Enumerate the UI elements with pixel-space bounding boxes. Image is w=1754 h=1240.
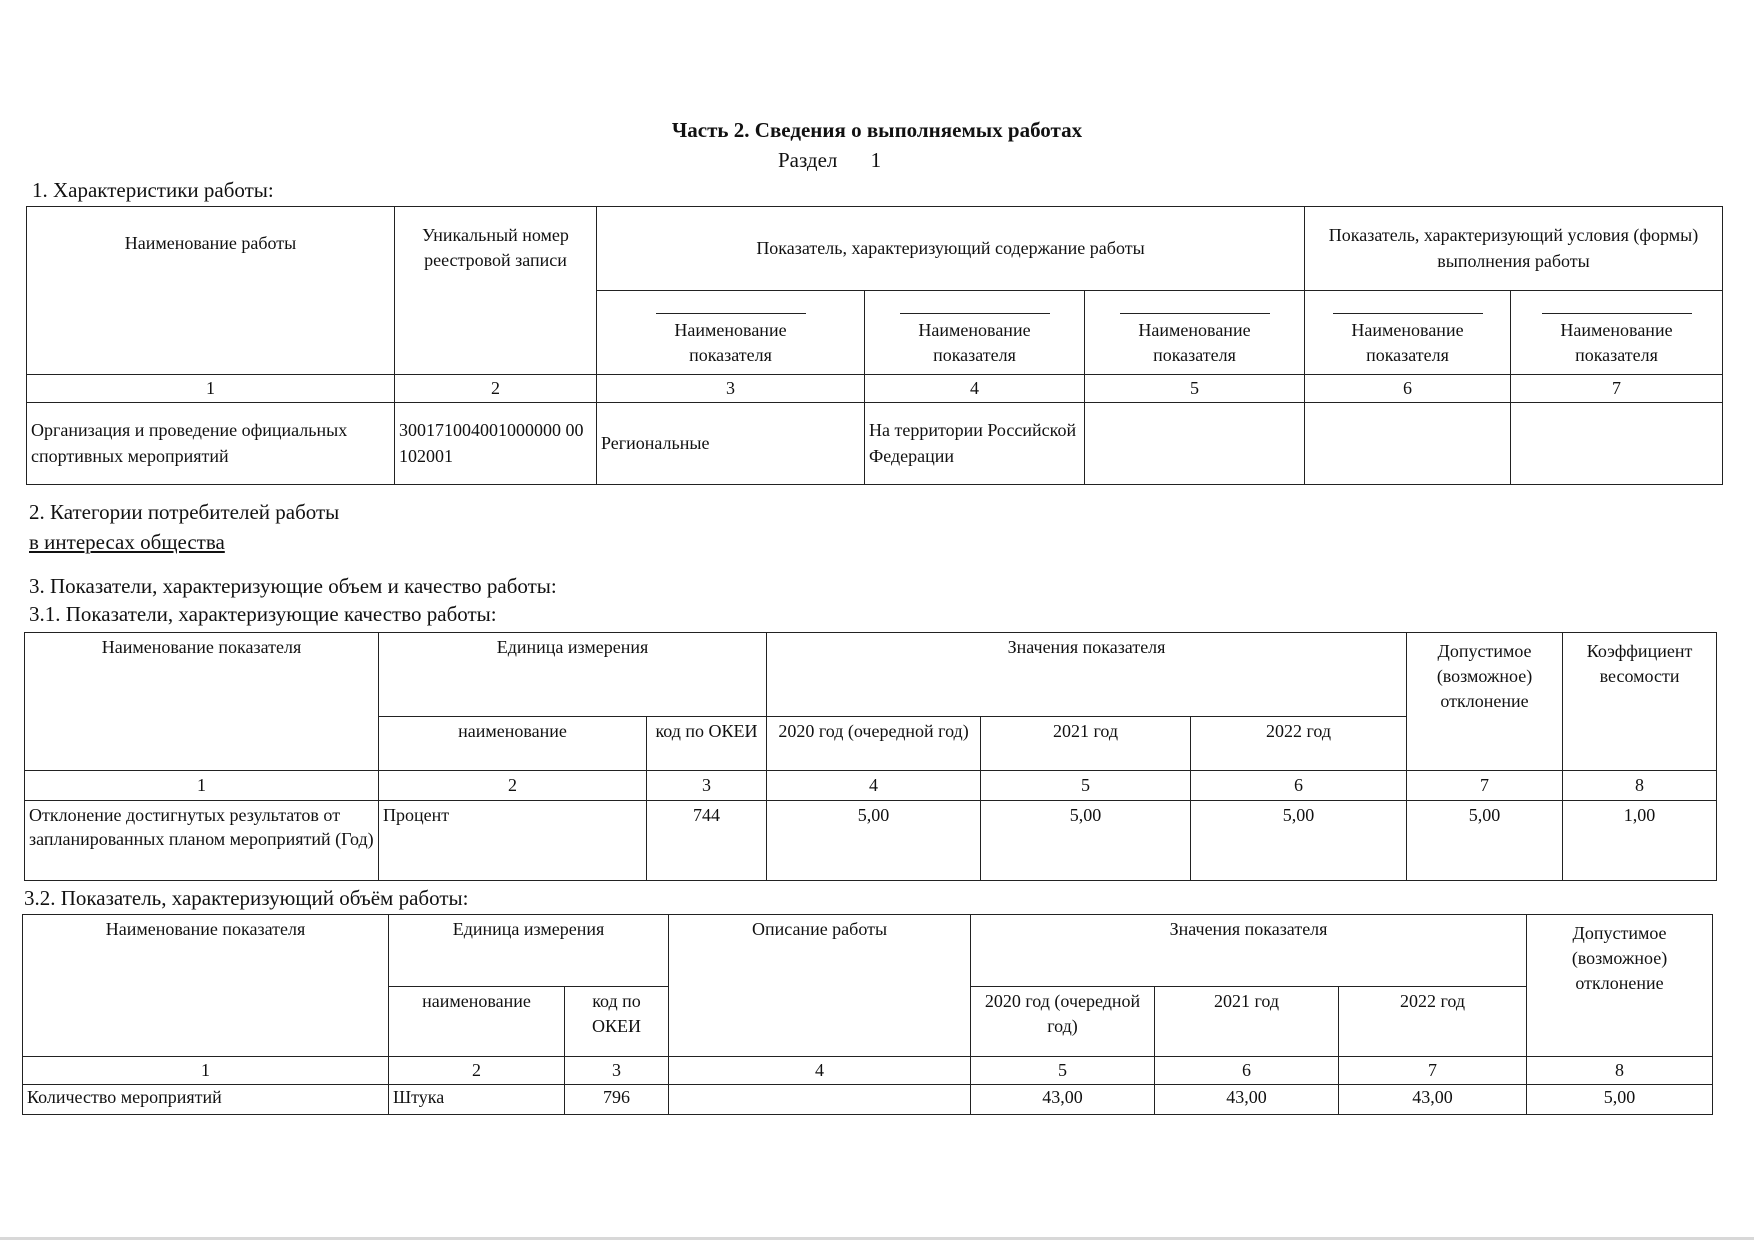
col-number: 7 xyxy=(1339,1057,1527,1085)
quality-heading: 3.1. Показатели, характеризующие качество работы: xyxy=(29,602,497,626)
section-label: Раздел xyxy=(778,148,838,172)
table-row xyxy=(27,403,1723,485)
header-year-2022: 2022 год xyxy=(1339,987,1527,1057)
header-indicator-name: Наименование показателя xyxy=(23,915,389,1057)
col-number: 3 xyxy=(597,375,865,403)
header-indicator-name-7 xyxy=(1511,291,1723,375)
quality-unit-cell: Процент xyxy=(379,801,647,881)
col-number: 8 xyxy=(1527,1057,1713,1085)
volume-2022-cell: 43,00 xyxy=(1339,1085,1527,1115)
header-year-2020: 2020 год (очередной год) xyxy=(767,717,981,771)
header-indicator-name-5 xyxy=(1085,291,1305,375)
characteristics-table xyxy=(26,206,1723,485)
quality-deviation-cell: 5,00 xyxy=(1407,801,1563,881)
col-number: 3 xyxy=(565,1057,669,1085)
content-indicator-3-cell: Региональные xyxy=(597,403,865,485)
col-number: 7 xyxy=(1407,771,1563,801)
header-deviation: Допустимое (возможное) отклонение xyxy=(1527,915,1713,1057)
header-deviation: Допустимое (возможное) отклонение xyxy=(1407,633,1563,771)
header-year-2022: 2022 год xyxy=(1191,717,1407,771)
quality-indicator-name-cell: Отклонение достигнутых результатов от запланированных планом мероприятий (Год) xyxy=(25,801,379,881)
header-registry-number: Уникальный номер реестровой записи xyxy=(395,207,597,375)
conditions-indicator-7-cell xyxy=(1511,403,1723,485)
col-number: 4 xyxy=(767,771,981,801)
table-row xyxy=(23,1085,1713,1115)
col-number: 4 xyxy=(669,1057,971,1085)
col-number: 2 xyxy=(389,1057,565,1085)
volume-indicator-name-cell: Количество мероприятий xyxy=(23,1085,389,1115)
col-number: 6 xyxy=(1305,375,1511,403)
indicator-name-label: Наименование показателя xyxy=(656,313,806,368)
col-number: 5 xyxy=(981,771,1191,801)
quality-2020-cell: 5,00 xyxy=(767,801,981,881)
registry-number-cell: 300171004001000000 00102001 xyxy=(395,403,597,485)
header-work-name: Наименование работы xyxy=(27,207,395,375)
characteristics-heading: 1. Характеристики работы: xyxy=(32,178,274,202)
quality-2021-cell: 5,00 xyxy=(981,801,1191,881)
quality-table xyxy=(24,632,1717,881)
header-weight: Коэффициент весомости xyxy=(1563,633,1717,771)
col-number: 1 xyxy=(23,1057,389,1085)
header-content-indicator: Показатель, характеризующий содержание работы xyxy=(597,207,1305,291)
consumers-heading: 2. Категории потребителей работы xyxy=(29,500,340,524)
volume-2021-cell: 43,00 xyxy=(1155,1085,1339,1115)
consumers-value: в интересах общества xyxy=(29,530,225,554)
volume-okei-cell: 796 xyxy=(565,1085,669,1115)
header-year-2021: 2021 год xyxy=(1155,987,1339,1057)
col-number: 1 xyxy=(27,375,395,403)
col-number: 2 xyxy=(395,375,597,403)
conditions-indicator-6-cell xyxy=(1305,403,1511,485)
work-name-cell: Организация и проведение официальных спортивных мероприятий xyxy=(27,403,395,485)
header-values: Значения показателя xyxy=(971,915,1527,987)
col-number: 3 xyxy=(647,771,767,801)
quality-weight-cell: 1,00 xyxy=(1563,801,1717,881)
indicators-heading: 3. Показатели, характеризующие объем и качество работы: xyxy=(29,574,557,598)
header-okei: код по ОКЕИ xyxy=(647,717,767,771)
header-unit-name: наименование xyxy=(389,987,565,1057)
header-okei: код по ОКЕИ xyxy=(565,987,669,1057)
header-values: Значения показателя xyxy=(767,633,1407,717)
volume-deviation-cell: 5,00 xyxy=(1527,1085,1713,1115)
volume-description-cell xyxy=(669,1085,971,1115)
header-indicator-name-4 xyxy=(865,291,1085,375)
content-indicator-5-cell xyxy=(1085,403,1305,485)
header-indicator-name-3 xyxy=(597,291,865,375)
col-number: 2 xyxy=(379,771,647,801)
header-unit-name: наименование xyxy=(379,717,647,771)
volume-2020-cell: 43,00 xyxy=(971,1085,1155,1115)
header-unit: Единица измерения xyxy=(389,915,669,987)
indicator-name-label: Наименование показателя xyxy=(1333,313,1483,368)
header-indicator-name: Наименование показателя xyxy=(25,633,379,771)
header-unit: Единица измерения xyxy=(379,633,767,717)
volume-unit-cell: Штука xyxy=(389,1085,565,1115)
header-conditions-indicator: Показатель, характеризующий условия (формы) выполнения работы xyxy=(1305,207,1723,291)
header-indicator-name-6 xyxy=(1305,291,1511,375)
col-number: 5 xyxy=(1085,375,1305,403)
indicator-name-label: Наименование показателя xyxy=(1120,313,1270,368)
quality-okei-cell: 744 xyxy=(647,801,767,881)
section-line xyxy=(778,148,881,173)
table-row xyxy=(25,801,1717,881)
header-year-2020: 2020 год (очередной год) xyxy=(971,987,1155,1057)
volume-table xyxy=(22,914,1713,1115)
col-number: 8 xyxy=(1563,771,1717,801)
quality-2022-cell: 5,00 xyxy=(1191,801,1407,881)
col-number: 5 xyxy=(971,1057,1155,1085)
section-number: 1 xyxy=(870,148,882,172)
indicator-name-label: Наименование показателя xyxy=(1542,313,1692,368)
content-indicator-4-cell: На территории Российской Федерации xyxy=(865,403,1085,485)
volume-heading: 3.2. Показатель, характеризующий объём работы: xyxy=(24,886,469,910)
header-year-2021: 2021 год xyxy=(981,717,1191,771)
part-title: Часть 2. Сведения о выполняемых работах xyxy=(671,118,1083,142)
indicator-name-label: Наименование показателя xyxy=(900,313,1050,368)
header-description: Описание работы xyxy=(669,915,971,1057)
col-number: 7 xyxy=(1511,375,1723,403)
col-number: 1 xyxy=(25,771,379,801)
col-number: 4 xyxy=(865,375,1085,403)
col-number: 6 xyxy=(1191,771,1407,801)
col-number: 6 xyxy=(1155,1057,1339,1085)
